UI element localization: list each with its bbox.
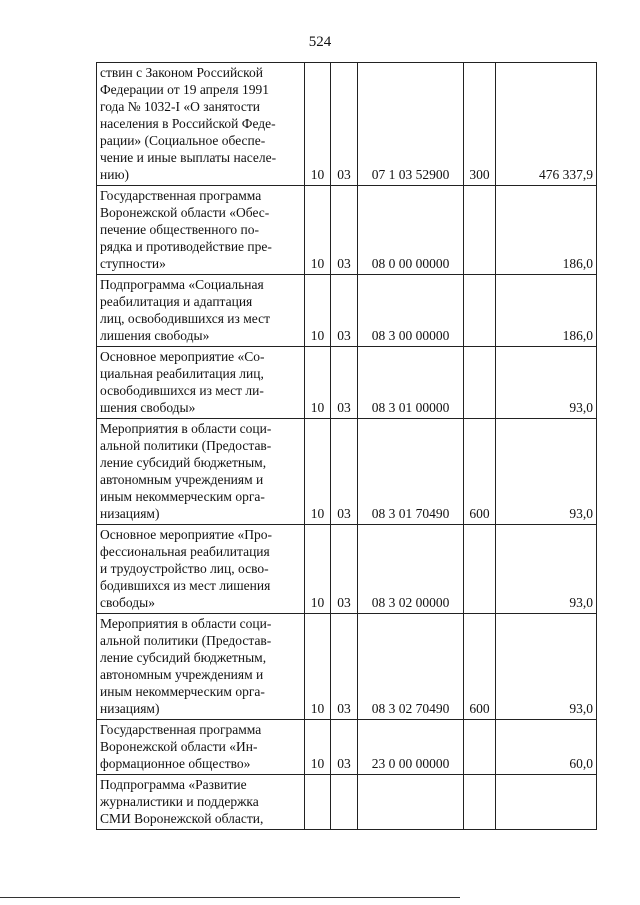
row-amount: 60,0 [496, 720, 597, 775]
row-target-article: 08 3 01 70490 [358, 419, 464, 525]
row-subsection [331, 775, 358, 830]
page-number: 524 [308, 34, 332, 50]
table-row [97, 614, 597, 720]
row-amount: 93,0 [496, 419, 597, 525]
row-description: Государственная программа Воронежской области «Ин- формационное общество» [97, 720, 305, 775]
row-section: 10 [305, 347, 331, 419]
row-subsection: 03 [331, 614, 358, 720]
row-section: 10 [305, 525, 331, 614]
row-expense-type [464, 720, 496, 775]
row-target-article: 08 3 02 70490 [358, 614, 464, 720]
row-subsection: 03 [331, 720, 358, 775]
row-expense-type: 600 [464, 614, 496, 720]
table-row [97, 720, 597, 775]
table-row [97, 525, 597, 614]
row-target-article [358, 775, 464, 830]
row-description: Мероприятия в области соци- альной политики (Предостав- ление субсидий бюджетным, автономным учреждениям и иным некоммерческим орга- низациям) [97, 614, 305, 720]
row-expense-type: 300 [464, 63, 496, 186]
table-row [97, 775, 597, 830]
row-target-article: 07 1 03 52900 [358, 63, 464, 186]
row-description: Основное мероприятие «Со- циальная реабилитация лиц, освободившихся из мест ли- шения свободы» [97, 347, 305, 419]
row-subsection: 03 [331, 525, 358, 614]
row-expense-type: 600 [464, 419, 496, 525]
row-subsection: 03 [331, 419, 358, 525]
row-subsection: 03 [331, 347, 358, 419]
row-expense-type [464, 347, 496, 419]
row-expense-type [464, 186, 496, 275]
row-amount: 93,0 [496, 347, 597, 419]
row-section: 10 [305, 275, 331, 347]
row-section: 10 [305, 63, 331, 186]
table-row [97, 347, 597, 419]
row-target-article: 08 3 01 00000 [358, 347, 464, 419]
row-target-article: 23 0 00 00000 [358, 720, 464, 775]
row-amount: 93,0 [496, 525, 597, 614]
row-description: Подпрограмма «Социальная реабилитация и адаптация лиц, освободившихся из мест лишения свободы» [97, 275, 305, 347]
row-amount: 93,0 [496, 614, 597, 720]
row-section: 10 [305, 720, 331, 775]
table-row [97, 63, 597, 186]
row-subsection: 03 [331, 275, 358, 347]
row-description: Мероприятия в области соци- альной политики (Предостав- ление субсидий бюджетным, автономным учреждениям и иным некоммерческим орга- низациям) [97, 419, 305, 525]
row-section: 10 [305, 614, 331, 720]
budget-table [96, 62, 597, 830]
row-amount: 186,0 [496, 186, 597, 275]
table-row [97, 419, 597, 525]
row-amount: 186,0 [496, 275, 597, 347]
row-section: 10 [305, 186, 331, 275]
row-amount: 476 337,9 [496, 63, 597, 186]
footer-divider [0, 897, 460, 898]
row-target-article: 08 0 00 00000 [358, 186, 464, 275]
row-subsection: 03 [331, 186, 358, 275]
row-section [305, 775, 331, 830]
row-amount [496, 775, 597, 830]
row-expense-type [464, 525, 496, 614]
table-row [97, 275, 597, 347]
row-description: ствин с Законом Российской Федерации от 19 апреля 1991 года № 1032-I «О занятости населения в Российской Феде- рации» (Социальное обеспе- чение и иные выплаты населе- нию) [97, 63, 305, 186]
row-target-article: 08 3 00 00000 [358, 275, 464, 347]
row-subsection: 03 [331, 63, 358, 186]
row-expense-type [464, 275, 496, 347]
row-description: Основное мероприятие «Про- фессиональная реабилитация и трудоустройство лиц, осво- бодившихся из мест лишения свободы» [97, 525, 305, 614]
row-section: 10 [305, 419, 331, 525]
row-target-article: 08 3 02 00000 [358, 525, 464, 614]
row-description: Подпрограмма «Развитие журналистики и поддержка СМИ Воронежской области, [97, 775, 305, 830]
row-description: Государственная программа Воронежской области «Обес- печение общественного по- рядка и противодействие пре- ступности» [97, 186, 305, 275]
row-expense-type [464, 775, 496, 830]
table-row [97, 186, 597, 275]
